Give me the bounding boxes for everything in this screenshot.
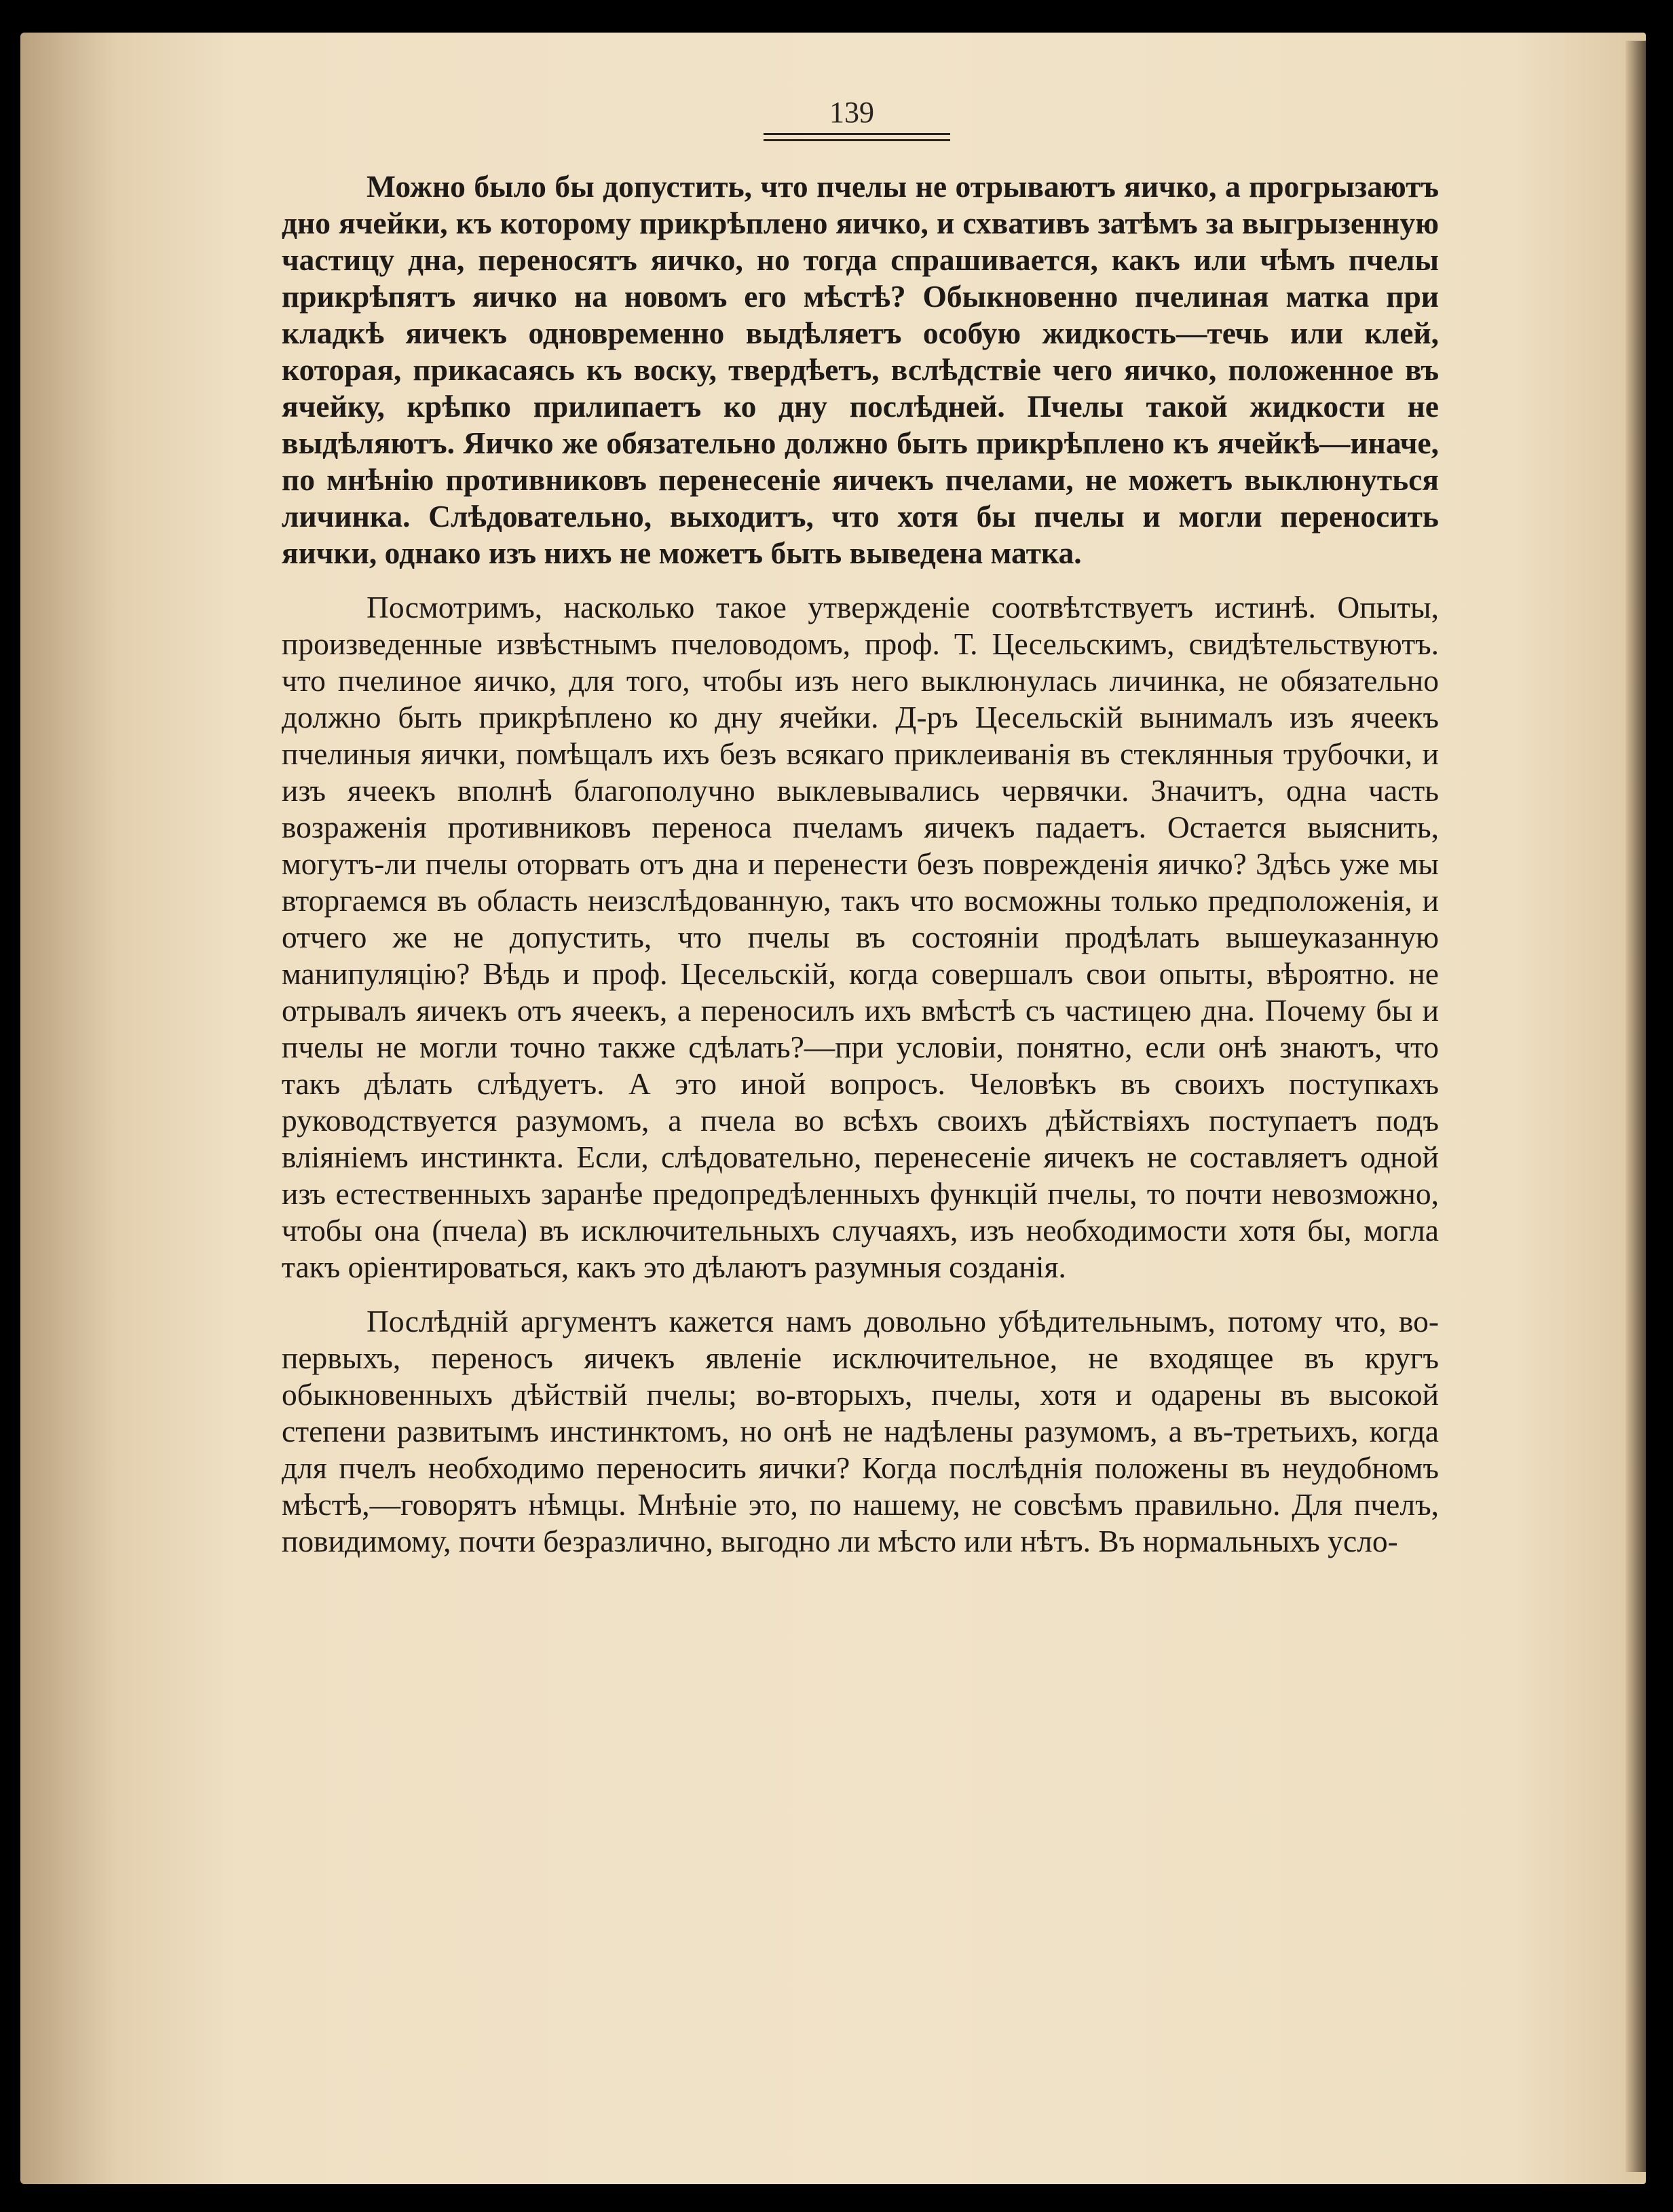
paragraph-1: Можно было бы допустить, что пчелы не отрываютъ яичко, а прогрызаютъ дно ячейки, къ которому прикрѣплено яичко, и схвативъ затѣмъ за выгрызенную частицу дна, переносятъ яичко, но тогда спрашивается, какъ или чѣмъ пчелы прикрѣпятъ яичко на новомъ его мѣстѣ? Обыкновенно пчелиная матка при кладкѣ яичекъ одновременно выдѣляетъ особую жидкость—течь или клей, которая, прикасаясь къ воску, твердѣетъ, вслѣдствіе чего яичко, положенное въ ячейку, крѣпко прилипаетъ ко дну послѣдней. Пчелы такой жидкости не выдѣляютъ. Яичко же обязательно должно быть прикрѣплено къ ячейкѣ—иначе, по мнѣнію противниковъ перенесеніе яичекъ пчелами, не можетъ выклюнуться личинка. Слѣдовательно, выходитъ, что хотя бы пчелы и могли переносить яички, однако изъ нихъ не можетъ быть выведена матка. xyxy=(282,169,1439,570)
page-number: 139 xyxy=(829,96,874,129)
body-text xyxy=(282,168,1439,1577)
header-rule-top xyxy=(764,133,950,135)
paragraph-2: Посмотримъ, насколько такое утвержденіе соотвѣтствуетъ истинѣ. Опыты, произведенные извѣстнымъ пчеловодомъ, проф. Т. Цесельскимъ, свидѣтельствуютъ. что пчелиное яичко, для того, чтобы изъ него выклюнулась личинка, не обязательно должно быть прикрѣплено ко дну ячейки. Д-ръ Цесельскій вынималъ изъ ячеекъ пчелиныя яички, помѣщалъ ихъ безъ всякаго приклеиванія въ стеклянныя трубочки, и изъ ячеекъ вполнѣ благополучно выклевывались червячки. Значитъ, одна часть возраженія противниковъ переноса пчеламъ яичекъ падаетъ. Остается выяснить, могутъ-ли пчелы оторвать отъ дна и перенести безъ поврежденія яичко? Здѣсь уже мы вторгаемся въ область неизслѣдованную, такъ что восможны только предположенія, и отчего же не допустить, что пчелы въ состояніи продѣлать вышеуказанную манипуляцію? Вѣдь и проф. Цесельскій, когда совершалъ свои опыты, вѣроятно. не отрывалъ яичекъ отъ ячеекъ, а переносилъ ихъ вмѣстѣ съ частицею дна. Почему бы и пчелы не могли точно также сдѣлать?—при условіи, понятно, если онѣ знаютъ, что такъ дѣлать слѣдуетъ. А это иной вопросъ. Человѣкъ въ своихъ поступкахъ руководствуется разумомъ, а пчела во всѣхъ своихъ дѣйствіяхъ поступаетъ подъ вліяніемъ инстинкта. Если, слѣдовательно, перенесеніе яичекъ не составляетъ одной изъ естественныхъ заранѣе предопредѣленныхъ функцій пчелы, то почти невозможно, чтобы она (пчела) въ исключительныхъ случаяхъ, изъ необходимости хотя бы, могла такъ оріентироваться, какъ это дѣлаютъ разумныя созданія. xyxy=(282,590,1439,1284)
paragraph-3: Послѣдній аргументъ кажется намъ довольно убѣдительнымъ, потому что, во-первыхъ, переносъ яичекъ явленіе исключительное, не входящее въ кругъ обыкновенныхъ дѣйствій пчелы; во-вторыхъ, пчелы, хотя и одарены въ высокой степени развитымъ инстинктомъ, но онѣ не надѣлены разумомъ, а въ-третьихъ, когда для пчелъ необходимо переносить яички? Когда послѣднія положены въ неудобномъ мѣстѣ,—говорятъ нѣмцы. Мнѣніе это, по нашему, не совсѣмъ правильно. Для пчелъ, повидимому, почти безразлично, выгодно ли мѣсто или нѣтъ. Въ нормальныхъ усло- xyxy=(282,1304,1439,1558)
header-rule-bottom xyxy=(764,139,950,141)
page-edge-shadow xyxy=(1625,41,1646,2172)
book-page xyxy=(20,33,1646,2184)
